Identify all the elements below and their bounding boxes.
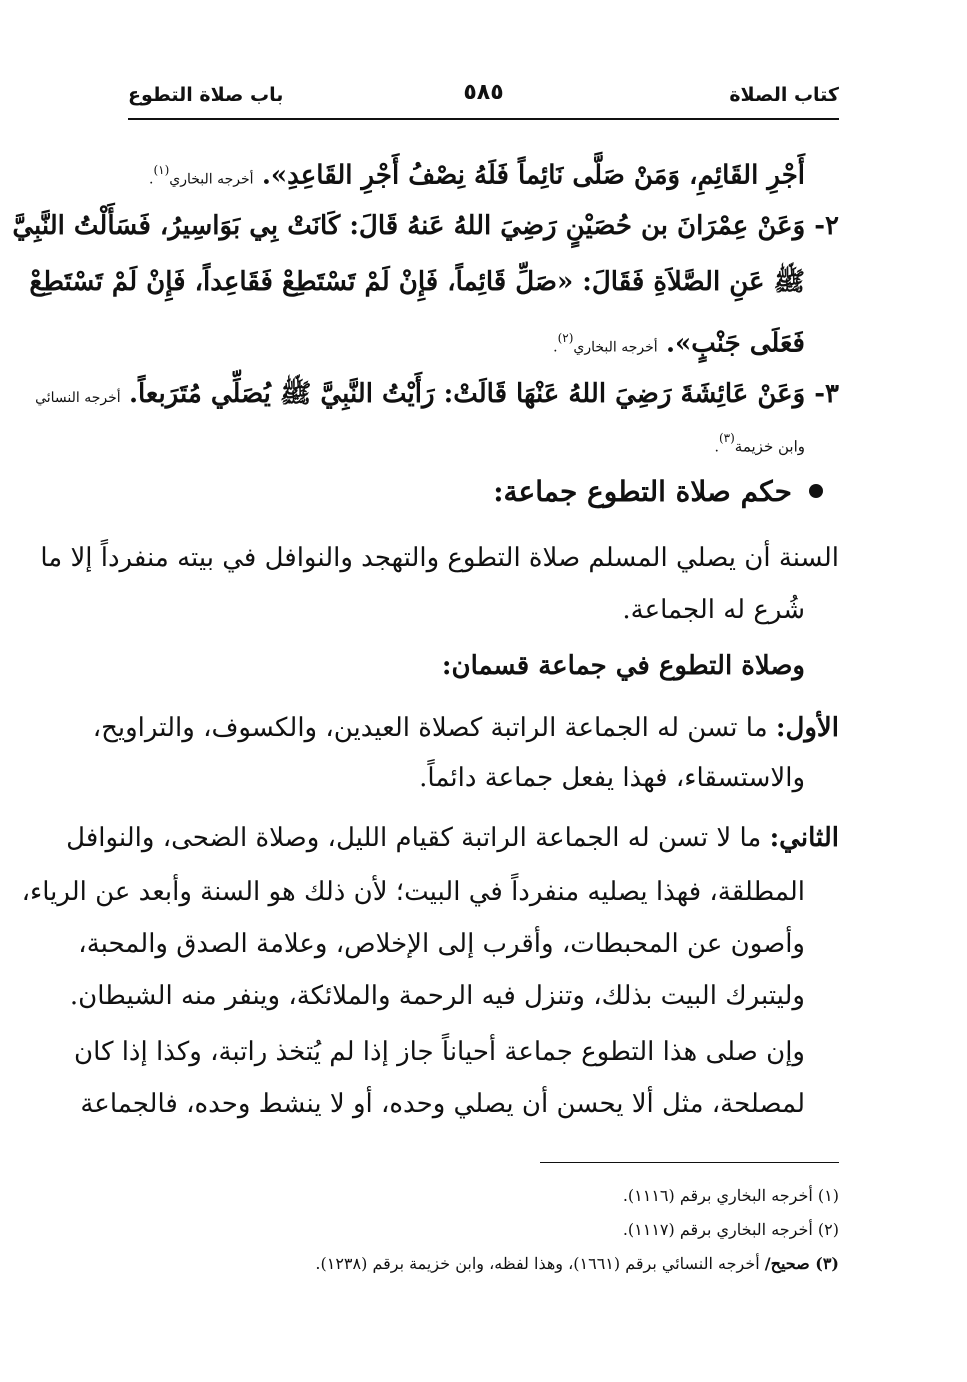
footnote-ref-2[interactable]: (٢) (557, 331, 574, 345)
second-label: الثاني: (769, 823, 839, 853)
first-label: الأول: (775, 713, 839, 743)
chapter-title: باب صلاة التطوع (128, 84, 284, 106)
hadith-1-line: أَجْرِ القَائِمِ، وَمَنْ صَلَّى نَائِماً فَلَهُ نِصْفُ أَجْرِ القَاعِدِ». أخرجه البخاري$^{(١)}$. (148, 160, 805, 191)
hadith-3-line-1 (35, 374, 839, 414)
second-line-1 (66, 818, 839, 858)
hadith-3-line-2: وابن خزيمة$^{(٣)}$. (714, 431, 805, 456)
footnote-1: (١) أخرجه البخاري برقم (١١١٦). (622, 1186, 839, 1205)
hadith-2-line-3: فَعَلَى جَنْبٍ». أخرجه البخاري$^{(٢)}$. (553, 328, 805, 359)
paragraph-1-line-2: شُرع له الجماعة. (622, 595, 805, 625)
first-line-2: والاستسقاء، فهذا يفعل جماعة دائماً. (419, 763, 805, 793)
hadith-2-source: أخرجه البخاري (573, 339, 658, 356)
footnote-3-label: (٣) صحيح/ (764, 1254, 839, 1273)
hadith-2-text-end: فَعَلَى جَنْبٍ». (665, 328, 805, 359)
bullet-icon (809, 484, 823, 498)
footnote-divider (540, 1162, 839, 1163)
hadith-3-source: أخرجه النسائي (35, 390, 121, 406)
hadith-2-line-2: ﷺ عَنِ الصَّلاَةِ فَقَالَ: «صَلِّ قَائِماً، فَإِنْ لَمْ تَسْتَطِعْ فَقَاعِداً، فَإِنْ لَمْ تَسْتَطِعْ (29, 267, 805, 297)
second-line-2: المطلقة، فهذا يصليه منفرداً في البيت؛ لأن ذلك هو السنة وأبعد عن الرياء، (21, 877, 805, 907)
footnote-ref-1[interactable]: (١) (153, 163, 170, 177)
hadith-2-line-1: ٢- وَعَنْ عِمْرَانَ بن حُصَيْنٍ رَضِيَ اللهُ عَنهُ قَالَ: كَانَتْ بِي بَوَاسِيرُ، فَسَأَلْتُ النَّبِيَّ (12, 211, 839, 241)
footnote-3-text: أخرجه النسائي برقم (١٦٦١)، وهذا لفظه، وابن خزيمة برقم (١٢٣٨). (315, 1254, 760, 1273)
second-text-1: ما لا تسن له الجماعة الراتبة كقيام الليل، وصلاة الضحى، والنوافل (66, 823, 762, 853)
first-line-1 (92, 708, 839, 748)
subheading: وصلاة التطوع في جماعة قسمان: (441, 651, 805, 681)
footnote-2: (٢) أخرجه البخاري برقم (١١١٧). (622, 1220, 839, 1239)
last-paragraph-line-1: وإن صلى هذا التطوع جماعة أحياناً جاز إذا لم يُتخذ راتبة، وكذا إذا كان (74, 1037, 805, 1067)
page-number: ٥٨٥ (463, 80, 504, 105)
hadith-3-text: ٣- وَعَنْ عَائِشَةَ رَضِيَ اللهُ عَنْهَا قَالَتْ: رَأَيْتُ النَّبِيَّ ﷺ يُصَلِّي مُتَرَبعاً. (128, 379, 839, 409)
book-title: كتاب الصلاة (729, 84, 839, 106)
hadith-1-source: أخرجه البخاري (169, 171, 254, 188)
footnote-3 (128, 1252, 839, 1276)
footnote-ref-3[interactable]: (٣) (718, 431, 735, 445)
hadith-1-text: أَجْرِ القَائِمِ، وَمَنْ صَلَّى نَائِماً فَلَهُ نِصْفُ أَجْرِ القَاعِدِ». (261, 160, 805, 191)
running-header (128, 78, 839, 120)
paragraph-1-line-1: السنة أن يصلي المسلم صلاة التطوع والتهجد والنوافل في بيته منفرداً إلا ما (40, 543, 839, 573)
second-line-4: وليتبرك البيت بذلك، وتنزل فيه الرحمة والملائكة، وينفر منه الشيطان. (69, 981, 805, 1011)
second-line-3: وأصون عن المحبطات، وأقرب إلى الإخلاص، وعلامة الصدق والمحبة، (78, 929, 805, 959)
section-heading: حكم صلاة التطوع جماعة: (493, 475, 792, 508)
first-text-1: ما تسن له الجماعة الراتبة كصلاة العيدين، والكسوف، والتراويح، (92, 713, 768, 743)
last-paragraph-line-2: لمصلحة، مثل ألا يحسن أن يصلي وحده، أو لا ينشط وحده، فالجماعة (80, 1089, 805, 1119)
hadith-3-source-2: وابن خزيمة (734, 437, 805, 456)
